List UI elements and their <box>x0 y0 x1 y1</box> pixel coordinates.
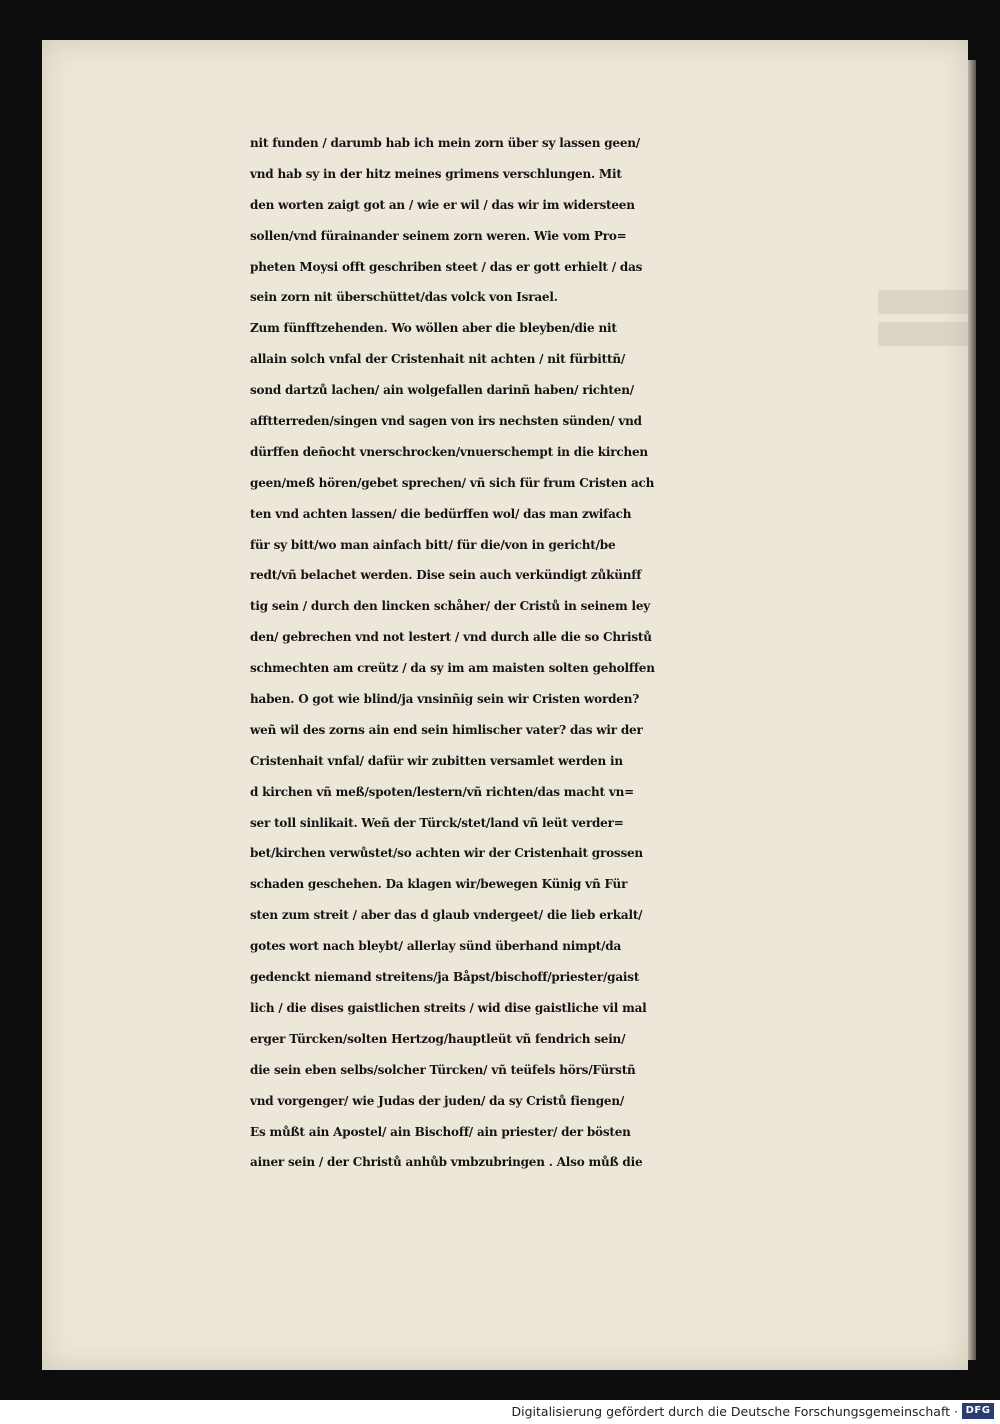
text-line: haben. O got wie blind/ja vnsinñig sein wir Cristen worden? <box>250 692 640 707</box>
text-line: nit funden / darumb hab ich mein zorn über sy lassen geen/ <box>250 136 640 150</box>
text-line: schmechten am creütz / da sy im am maisten solten geholffen <box>250 661 655 676</box>
page-edge <box>968 60 976 1360</box>
text-line: den worten zaigt got an / wie er wil / das wir im widersteen <box>250 197 635 212</box>
text-line: bet/kirchen verwůstet/so achten wir der Cristenhait grossen <box>250 846 643 861</box>
text-line: sein zorn nit überschüttet/das volck von Israel. <box>250 290 558 305</box>
text-line: ten vnd achten lassen/ die bedürffen wol/ das man zwifach <box>250 506 632 521</box>
text-line: afftterreden/singen vnd sagen von irs nechsten sünden/ vnd <box>250 414 642 429</box>
text-line: Zum fünfftzehenden. Wo wöllen aber die bleyben/die nit <box>250 321 617 336</box>
text-line: allain solch vnfal der Cristenhait nit achten / nit fürbittñ/ <box>250 352 626 367</box>
text-line: dürffen deñocht vnerschrocken/vnuerschempt in die kirchen <box>250 444 648 459</box>
text-line: für sy bitt/wo man ainfach bitt/ für die/von in gericht/be <box>250 537 616 552</box>
text-line: d kirchen vñ meß/spoten/lestern/vñ richten/das macht vn= <box>250 784 634 799</box>
text-line: sond dartzů lachen/ ain wolgefallen darinñ haben/ richten/ <box>250 383 634 398</box>
text-line: vnd vorgenger/ wie Judas der juden/ da sy Cristů fiengen/ <box>250 1093 625 1108</box>
text-line: erger Türcken/solten Hertzog/hauptleüt vñ fendrich sein/ <box>250 1031 626 1046</box>
text-line: ser toll sinlikait. Weñ der Türck/stet/land vñ leüt verder= <box>250 815 624 830</box>
text-line: geen/meß hören/gebet sprechen/ vñ sich für frum Cristen ach <box>250 475 655 490</box>
text-line: sten zum streit / aber das d glaub vndergeet/ die lieb erkalt/ <box>250 908 643 923</box>
text-line: schaden geschehen. Da klagen wir/bewegen Künig vñ Für <box>250 877 628 892</box>
text-line: die sein eben selbs/solcher Türcken/ vñ teüfels hörs/Fürstñ <box>250 1062 636 1077</box>
text-line: tig sein / durch den lincken schåher/ der Cristů in seinem ley <box>250 599 651 614</box>
text-line: ainer sein / der Christů anhůb vmbzubringen . Also můß die <box>250 1155 643 1170</box>
funding-credit: Digitalisierung gefördert durch die Deutsche Forschungsgemeinschaft · <box>511 1404 958 1419</box>
text-block <box>250 128 960 1178</box>
text-line: vnd hab sy in der hitz meines grimens verschlungen. Mit <box>250 166 622 181</box>
text-line: Es můßt ain Apostel/ ain Bischoff/ ain priester/ der bösten <box>250 1124 631 1139</box>
text-line: gedenckt niemand streitens/ja Båpst/bischoff/priester/gaist <box>250 970 640 985</box>
text-line: den/ gebrechen vnd not lestert / vnd durch alle die so Christů <box>250 630 652 645</box>
text-line: Cristenhait vnfal/ dafür wir zubitten versamlet werden in <box>250 753 623 768</box>
text-line: sollen/vnd fürainander seinem zorn weren. Wie vom Pro= <box>250 228 627 243</box>
text-line: lich / die dises gaistlichen streits / wid dise gaistliche vil mal <box>250 1000 647 1015</box>
dfg-logo: DFG <box>962 1403 994 1419</box>
text-line: gotes wort nach bleybt/ allerlay sünd überhand nimpt/da <box>250 939 622 954</box>
text-line: weñ wil des zorns ain end sein himlischer vater? das wir der <box>250 722 643 737</box>
text-line: pheten Moysi offt geschriben steet / das er gott erhielt / das <box>250 259 643 274</box>
text-line: redt/vñ belachet werden. Dise sein auch verkündigt zůkünff <box>250 568 642 583</box>
